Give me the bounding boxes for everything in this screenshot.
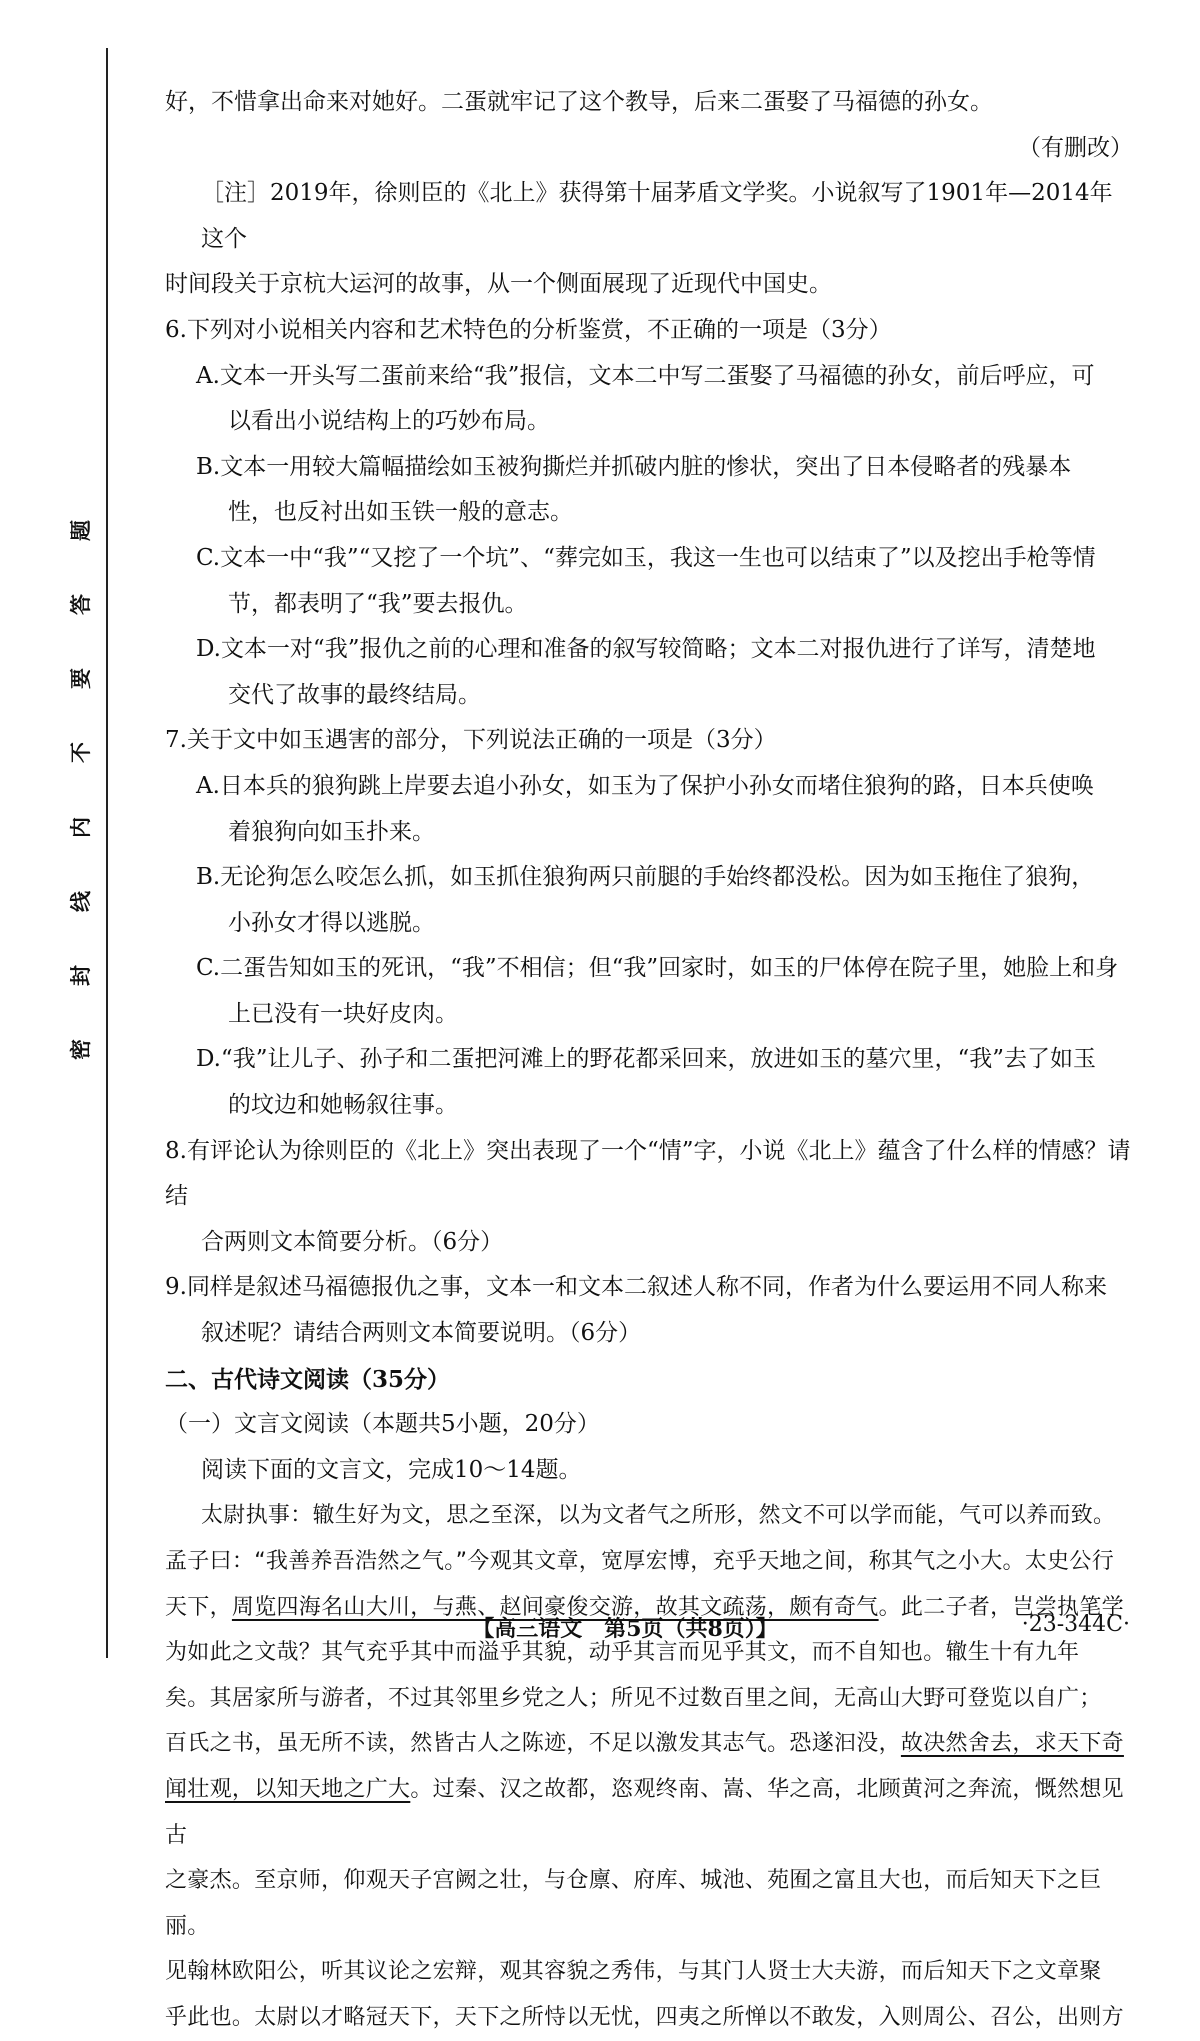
text-line: 性，也反衬出如玉铁一般的意志。 bbox=[228, 499, 573, 526]
text-line: D.文本一对“我”报仇之前的心理和准备的叙写较简略；文本二对报仇进行了详写，清楚地 bbox=[196, 636, 1096, 663]
seal-char: 答 bbox=[67, 594, 93, 616]
text-line: 好，不惜拿出命来对她好。二蛋就牢记了这个教导，后来二蛋娶了马福德的孙女。 bbox=[165, 89, 993, 115]
text-line: 百氏之书，虽无所不读，然皆古人之陈迹，不足以激发其志气。恐遂汩没，故决然舍去，求天下奇 bbox=[165, 1731, 1124, 1757]
seal-char: 封 bbox=[67, 964, 93, 986]
text-line: 阅读下面的文言文，完成10～14题。 bbox=[201, 1456, 582, 1483]
text-line: A.文本一开头写二蛋前来给“我”报信，文本二中写二蛋娶了马福德的孙女，前后呼应，可 bbox=[196, 362, 1095, 389]
text-line: 孟子曰：“我善养吾浩然之气。”今观其文章，宽厚宏博，充乎天地之间，称其气之小大。太史公行 bbox=[165, 1549, 1114, 1574]
text-line: 着狼狗向如玉扑来。 bbox=[228, 818, 435, 845]
text-line: 上已没有一块好皮肉。 bbox=[228, 1000, 458, 1027]
text-line: 闻壮观，以知天地之广大。过秦、汉之故都，恣观终南、嵩、华之高，北顾黄河之奔流，慨然想见古 bbox=[165, 1776, 1124, 1848]
underlined-phrase: 闻壮观，以知天地之广大 bbox=[165, 1776, 411, 1802]
text-line: 小孙女才得以逃脱。 bbox=[228, 909, 435, 936]
text-line: C.二蛋告知如玉的死讯，“我”不相信；但“我”回家时，如玉的尸体停在院子里，她脸上和身 bbox=[196, 955, 1119, 982]
text-line: 8.有评论认为徐则臣的《北上》突出表现了一个“情”字，小说《北上》蕴含了什么样的情感？请结 bbox=[165, 1137, 1131, 1210]
text-line: ［注］2019年，徐则臣的《北上》获得第十届茅盾文学奖。小说叙写了1901年—2014年这个 bbox=[201, 180, 1113, 252]
text-line: 叙述呢？请结合两则文本简要说明。（6分） bbox=[201, 1320, 642, 1347]
underlined-phrase: 周览四海名山大川，与燕、赵间豪俊交游，故其文疏荡，颇有奇气 bbox=[231, 1594, 879, 1620]
text-line: 乎此也。太尉以才略冠天下，天下之所恃以无忧，四夷之所惮以不敢发，入则周公、召公，出则方 bbox=[165, 2004, 1124, 2030]
text-line: A.日本兵的狼狗跳上岸要去追小孙女，如玉为了保护小孙女而堵住狼狗的路，日本兵使唤 bbox=[196, 772, 1094, 799]
seal-char: 密 bbox=[67, 1038, 93, 1060]
text-line: 合两则文本简要分析。（6分） bbox=[201, 1228, 504, 1255]
page-footer bbox=[110, 1612, 1140, 1652]
text-line: C.文本一中“我”“又挖了一个坑”、“葬完如玉，我这一生也可以结束了”以及挖出手枪等情 bbox=[196, 544, 1096, 571]
seal-char: 题 bbox=[67, 520, 93, 541]
text-line: （有删改） bbox=[1018, 134, 1133, 161]
footer-exam-code: ·23-344C· bbox=[1021, 1612, 1130, 1637]
text-line: 太尉执事：辙生好为文，思之至深，以为文者气之所形，然文不可以学而能，气可以养而致。 bbox=[201, 1503, 1116, 1529]
text-line: 为如此之文哉？其气充乎其中而溢乎其貌，动乎其言而见乎其文，而不自知也。辙生十有九年 bbox=[165, 1640, 1080, 1666]
text-line: D.“我”让儿子、孙子和二蛋把河滩上的野花都采回来，放进如玉的墓穴里，“我”去了如玉 bbox=[196, 1046, 1096, 1073]
seal-line-notice bbox=[62, 520, 98, 1060]
text-line: 天下，周览四海名山大川，与燕、赵间豪俊交游，故其文疏荡，颇有奇气。此二子者，岂尝执笔学 bbox=[165, 1594, 1124, 1620]
text-line: 见翰林欧阳公，听其议论之宏辩，观其容貌之秀伟，与其门人贤士大夫游，而后知天下之文章聚 bbox=[165, 1959, 1102, 1985]
text-line: 7.关于文中如玉遇害的部分，下列说法正确的一项是（3分） bbox=[165, 727, 777, 754]
text-line: 的坟边和她畅叙往事。 bbox=[228, 1092, 458, 1119]
text-line: 交代了故事的最终结局。 bbox=[228, 681, 481, 708]
footer-page-info: 【高三语文 第5页（共8页）】 bbox=[472, 1616, 778, 1642]
seal-char: 要 bbox=[67, 668, 93, 690]
text-line: 以看出小说结构上的巧妙布局。 bbox=[228, 408, 550, 435]
underlined-phrase: 故决然舍去，求天下奇 bbox=[900, 1731, 1124, 1757]
text-line: B.文本一用较大篇幅描绘如玉被狗撕烂并抓破内脏的惨状，突出了日本侵略者的残暴本 bbox=[196, 453, 1072, 480]
text-line: （一）文言文阅读（本题共5小题，20分） bbox=[165, 1411, 600, 1438]
seal-char: 不 bbox=[67, 742, 93, 764]
text-line: B.无论狗怎么咬怎么抓，如玉抓住狼狗两只前腿的手始终都没松。因为如玉拖住了狼狗， bbox=[196, 864, 1095, 891]
seal-char: 线 bbox=[67, 890, 93, 912]
seal-char: 内 bbox=[67, 816, 93, 838]
text-line: 二、古代诗文阅读（35分） bbox=[165, 1365, 451, 1393]
text-line: 6.下列对小说相关内容和艺术特色的分析鉴赏，不正确的一项是（3分） bbox=[165, 316, 892, 343]
text-line: 节，都表明了“我”要去报仇。 bbox=[228, 590, 528, 617]
exam-page-content bbox=[165, 80, 1133, 2041]
text-line: 之豪杰。至京师，仰观天子宫阙之壮，与仓廪、府库、城池、苑囿之富且大也，而后知天下之巨丽。 bbox=[165, 1868, 1102, 1939]
binding-margin-line bbox=[106, 48, 108, 1658]
text-line: 9.同样是叙述马福德报仇之事，文本一和文本二叙述人称不同，作者为什么要运用不同人称来 bbox=[165, 1274, 1107, 1301]
text-line: 矣。其居家所与游者，不过其邻里乡党之人；所见不过数百里之间，无高山大野可登览以自广； bbox=[165, 1685, 1102, 1711]
text-line: 时间段关于京杭大运河的故事，从一个侧面展现了近现代中国史。 bbox=[165, 271, 832, 298]
